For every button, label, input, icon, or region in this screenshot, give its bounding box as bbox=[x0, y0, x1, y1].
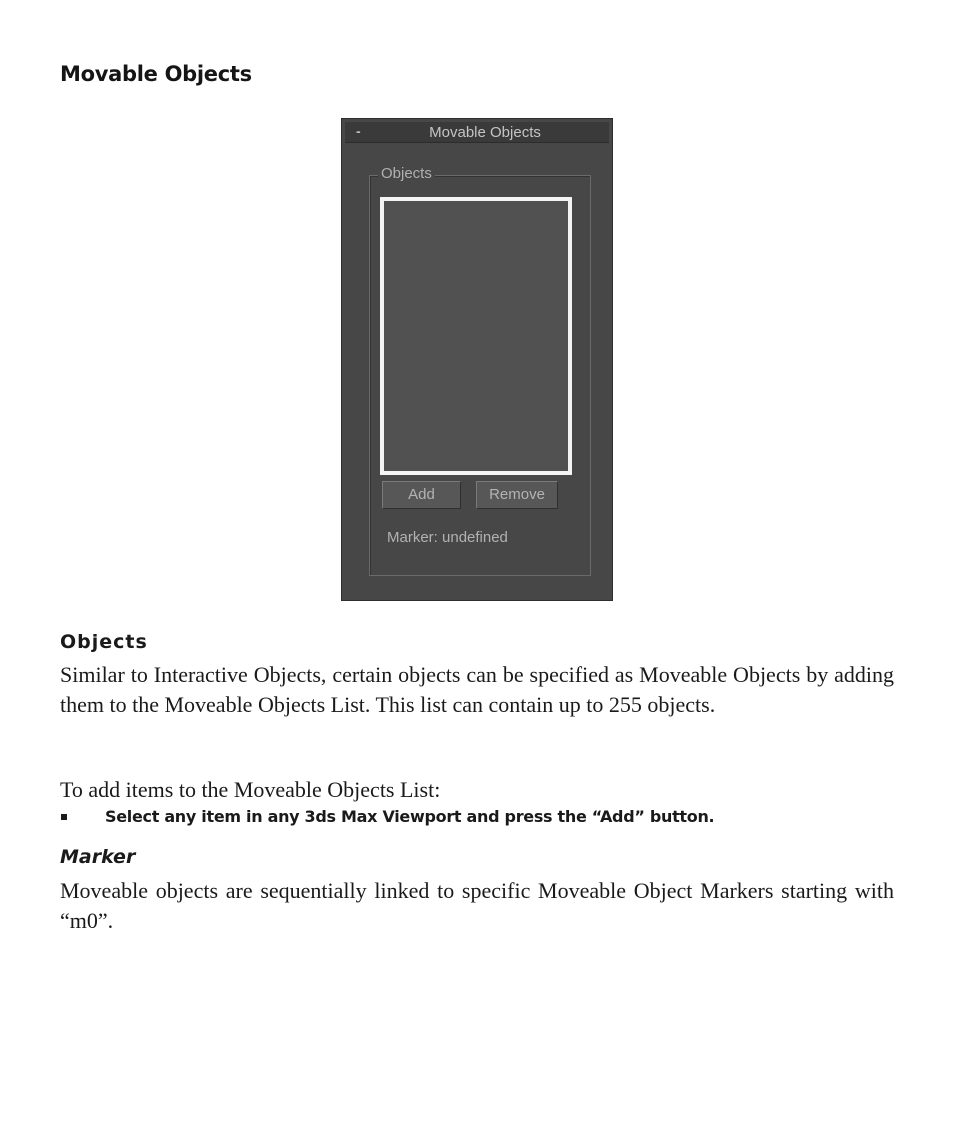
objects-heading: Objects bbox=[60, 631, 148, 653]
remove-button[interactable]: Remove bbox=[476, 481, 558, 509]
marker-heading: Marker bbox=[60, 846, 136, 868]
objects-paragraph: Similar to Interactive Objects, certain objects can be specified as Moveable Objects by adding them to the Moveable Objects List. This list can contain up to 255 objects. bbox=[60, 662, 894, 717]
objects-list[interactable] bbox=[380, 197, 572, 475]
movable-objects-rollout bbox=[341, 118, 613, 601]
square-bullet-icon bbox=[61, 814, 67, 820]
bullet-text: Select any item in any 3ds Max Viewport and press the “Add” button. bbox=[105, 807, 715, 826]
page-title: Movable Objects bbox=[60, 62, 252, 86]
objects-group-label: Objects bbox=[378, 165, 435, 182]
marker-status: Marker: undefined bbox=[387, 529, 508, 546]
add-intro-paragraph: To add items to the Moveable Objects List: bbox=[60, 777, 441, 802]
bullet-item bbox=[60, 807, 894, 831]
marker-paragraph: Moveable objects are sequentially linked to specific Moveable Object Markers starting with “m0”. bbox=[60, 878, 894, 933]
rollout-title: Movable Objects bbox=[429, 124, 541, 141]
rollout-header[interactable] bbox=[345, 122, 609, 143]
collapse-icon[interactable]: - bbox=[356, 123, 361, 139]
add-button[interactable]: Add bbox=[382, 481, 461, 509]
